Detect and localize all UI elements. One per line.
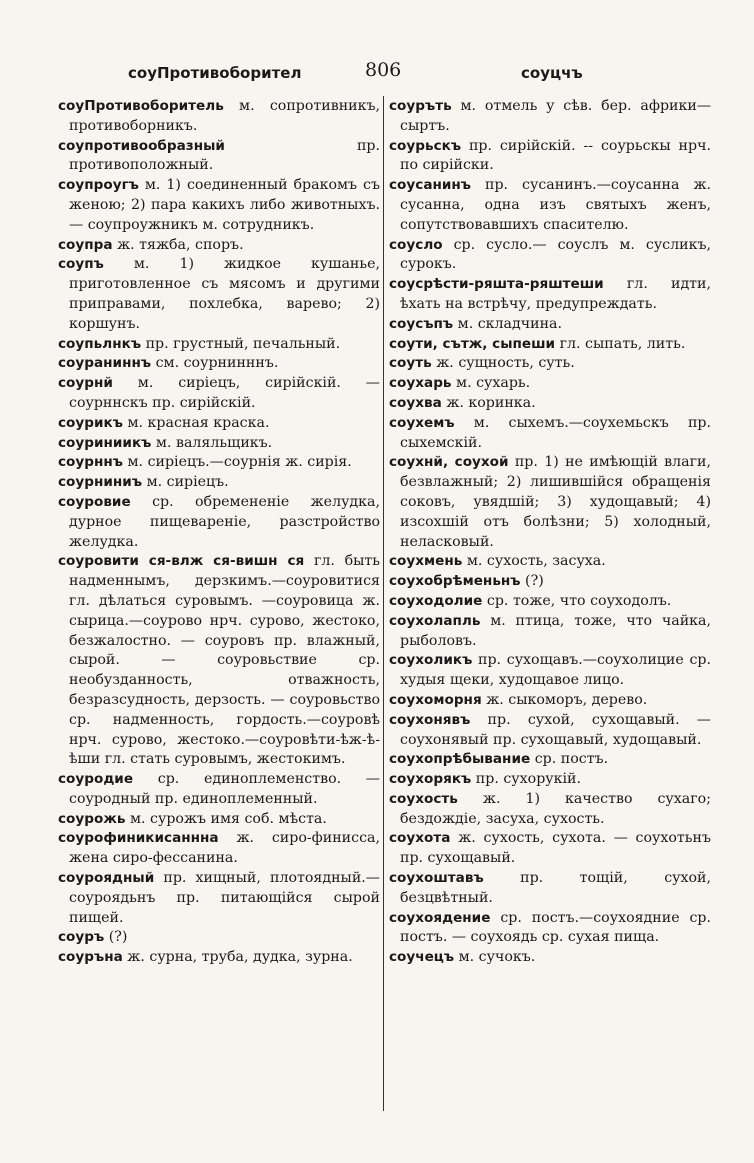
definition: м. сиріецъ, сирійскій. — соурннскъ пр. сирійскій. — [69, 375, 380, 411]
dictionary-entry — [58, 434, 380, 454]
definition: м. сучокъ. — [458, 949, 536, 966]
headword: соухорякъ — [389, 771, 472, 788]
definition: (?) — [525, 573, 544, 590]
definition: пр. сирійскій. -- соурьскы нрч. по сирійски. — [400, 137, 711, 174]
headword: соуровие — [58, 493, 131, 510]
dictionary-entry — [58, 552, 380, 770]
definition: ср. обремененіе желудка, дурное пищевареніе, разстройство желудка. — [69, 493, 380, 550]
definition: гл. сыпать, лить. — [559, 335, 686, 352]
dictionary-entry — [58, 236, 380, 256]
headword: соухва — [389, 394, 442, 411]
headword: соупроугъ — [58, 177, 139, 194]
dictionary-entry — [389, 275, 711, 315]
headword: соухость — [389, 790, 458, 807]
headword: соухнй, соухой — [389, 454, 509, 471]
dictionary-entry — [389, 790, 711, 830]
dictionary-entry — [389, 453, 711, 552]
dictionary-entry — [389, 750, 711, 770]
definition: м. 1) жидкое кушанье, приготовленное съ мясомъ и другими приправами, похлебка, варево; 2) коршунъ. — [69, 256, 381, 332]
definition: м. валяльщикъ. — [155, 434, 273, 451]
headword: соухоморня — [389, 691, 482, 708]
headword: соусанинъ — [389, 177, 472, 194]
dictionary-entry — [58, 354, 380, 374]
definition: м. сурожъ имя соб. мѣста. — [129, 810, 327, 827]
headword: соупьлнкъ — [58, 335, 142, 352]
headword: соухоштавъ — [389, 870, 484, 887]
running-head-left: соуПротивоборител — [128, 64, 302, 82]
dictionary-entry — [58, 829, 380, 869]
dictionary-entry — [58, 176, 380, 235]
headword: соупра — [58, 236, 113, 253]
headword: соурниниъ — [58, 474, 143, 491]
headword: соухмень — [389, 553, 463, 570]
definition: м. красная краска. — [127, 414, 270, 431]
dictionary-entry — [389, 612, 711, 652]
definition: м. складчина. — [457, 315, 562, 332]
definition: м. сухарь. — [456, 375, 531, 392]
headword: соуродие — [58, 771, 134, 788]
dictionary-entry — [58, 473, 380, 493]
definition: м. сопротивникъ, противоборникъ. — [69, 98, 381, 134]
dictionary-entry — [389, 829, 711, 869]
definition: пр. сухой, сухощавый. —соухонявый пр. сухощавый, худощавый. — [400, 711, 711, 748]
definition: ср. тоже, что соуходолъ. — [486, 592, 672, 609]
definition: м. отмель у сѣв. бер. африки—сыртъ. — [400, 98, 712, 134]
dictionary-entry — [58, 869, 380, 928]
definition: ж. сурна, труба, дудка, зурна. — [127, 949, 353, 966]
dictionary-entry — [58, 770, 380, 810]
headword: соухарь — [389, 375, 452, 392]
definition: ж. сухость, сухота. — соухотьнъ пр. сухощавый. — [400, 830, 711, 867]
dictionary-entry — [389, 909, 711, 949]
definition: пр. противоположный. — [69, 137, 380, 174]
headword: соухемъ — [389, 414, 455, 431]
dictionary-entry — [58, 335, 380, 355]
dictionary-entry — [58, 453, 380, 473]
left-column — [58, 97, 380, 968]
running-head-right: соуцчъ — [521, 64, 583, 82]
definition: пр. сусанинъ.—соусанна ж. сусанна, одна изъ святыхъ женъ, сопутствовавшихъ спасителю. — [400, 177, 712, 233]
headword: соуровити ся-влж ся-вишн ся — [58, 553, 305, 570]
definition: ср. сусло.— соуслъ м. сусликъ, сурокъ. — [400, 236, 712, 273]
headword: соупротивообразный — [58, 137, 225, 154]
definition: пр. грустный, печальный. — [145, 335, 341, 352]
dictionary-entry — [58, 255, 380, 334]
headword: соурьскъ — [389, 137, 462, 154]
dictionary-entry — [389, 869, 711, 909]
definition: (?) — [108, 929, 128, 946]
headword: соурикъ — [58, 414, 123, 431]
dictionary-entry — [58, 948, 380, 968]
headword: соуръть — [389, 98, 452, 114]
definition: м. сиріецъ.—соурнія ж. сирія. — [127, 454, 352, 471]
right-column — [389, 97, 711, 968]
definition: ж. коринка. — [446, 394, 536, 411]
headword: соуръна — [58, 949, 123, 966]
definition: пр. 1) не имѣющій влаги, безвлажный; 2) лишившійся обращенія соковъ, увядшій; 3) худощавый; 4) изсохшій отъ болѣзни; 5) холодный, неласковый. — [400, 454, 711, 550]
headword: соухолапль — [389, 612, 481, 629]
headword: соурофиникисаннна — [58, 830, 219, 847]
dictionary-entry — [389, 97, 711, 137]
headword: соупъ — [58, 256, 104, 273]
dictionary-entry — [389, 711, 711, 751]
headword: соухота — [389, 830, 451, 847]
headword: соухобрѣменьнъ — [389, 573, 521, 590]
definition: пр. хищный, плотоядный.—соуроядьнъ пр. питающійся сырой пищей. — [69, 870, 380, 926]
dictionary-entry — [389, 394, 711, 414]
definition: м. сиріецъ. — [146, 474, 229, 491]
page-header — [0, 58, 754, 88]
dictionary-entry — [389, 414, 711, 454]
definition: гл. быть надменнымъ, дерзкимъ.—соуровитися гл. дѣлаться суровымъ. —соуровица ж. сырица.—соурово нрч. сурово, жестоко, безжалостно. — соуровъ пр. влажный, сырой. — соуровьствие ср. необузданность, отважность, безразсудность, дерзость. — соуровьство ср. надменность, гордость.—соуровѣ нрч. сурово, жестоко.—соуровѣти-ѣж-ѣ-ѣши гл. стать суровымъ, жестокимъ. — [69, 553, 380, 768]
definition: ж. сиро-финисса, жена сиро-фессанина. — [69, 830, 380, 867]
dictionary-entry — [58, 493, 380, 552]
definition: пр. сухощавъ.—соухолицие ср. худыя щеки, худощавое лицо. — [400, 652, 711, 689]
dictionary-entry — [389, 236, 711, 276]
headword: соухоликъ — [389, 652, 473, 669]
dictionary-entry — [389, 770, 711, 790]
definition: пр. тощій, сухой, безцвѣтный. — [400, 870, 711, 906]
dictionary-entry — [389, 552, 711, 572]
page-number: 806 — [365, 59, 402, 81]
headword: соусъпъ — [389, 315, 454, 332]
dictionary-entry — [58, 137, 380, 177]
headword: соурнй — [58, 375, 113, 392]
dictionary-entry — [389, 691, 711, 711]
definition: гл. идти, ѣхать на встрѣчу, предупреждать. — [400, 276, 711, 312]
dictionary-entry — [58, 97, 380, 137]
headword: соурннъ — [58, 454, 123, 471]
dictionary-entry — [389, 335, 711, 355]
definition: м. птица, тоже, что чайка, рыболовъ. — [400, 612, 711, 649]
dictionary-entry — [58, 414, 380, 434]
definition: ср. единоплеменство. — соуродный пр. единоплеменный. — [69, 771, 380, 807]
dictionary-entry — [389, 354, 711, 374]
definition: см. соурнинннъ. — [155, 355, 279, 372]
headword: соусрѣсти-ряшта-ряштеши — [389, 276, 604, 293]
headword: соуроядный — [58, 870, 155, 887]
headword: соухонявъ — [389, 711, 471, 728]
headword: соучецъ — [389, 949, 455, 966]
headword: соуПротивоборитель — [58, 98, 224, 114]
dictionary-entry — [389, 315, 711, 335]
definition: пр. сухорукій. — [475, 771, 581, 788]
column-divider — [383, 96, 384, 1111]
headword: соухопрѣбывание — [389, 751, 531, 768]
headword: соуриниикъ — [58, 434, 152, 451]
headword: соураниннъ — [58, 355, 152, 372]
definition: м. 1) соединенный бракомъ съ женою; 2) пара какихъ либо животныхъ. — соупроужникъ м. сотрудникъ. — [69, 177, 380, 233]
dictionary-entry — [389, 176, 711, 235]
dictionary-entry — [389, 948, 711, 968]
dictionary-entry — [389, 137, 711, 177]
headword: соуть — [389, 355, 432, 372]
definition: ж. 1) качество сухаго; бездождіе, засуха, сухость. — [400, 790, 711, 827]
dictionary-entry — [58, 810, 380, 830]
headword: соути, сътж, сыпеши — [389, 335, 556, 352]
dictionary-entry — [389, 651, 711, 691]
definition: м. сухость, засуха. — [466, 553, 606, 570]
headword: соусло — [389, 236, 443, 253]
headword: соуходолие — [389, 592, 483, 609]
dictionary-entry — [389, 592, 711, 612]
dictionary-entry — [389, 374, 711, 394]
headword: соухоядение — [389, 909, 491, 926]
definition: ж. сыкоморъ, дерево. — [486, 691, 648, 708]
definition: ср. постъ. — [534, 751, 609, 768]
dictionary-entry — [58, 928, 380, 948]
dictionary-entry — [58, 374, 380, 414]
definition: ж. тяжба, споръ. — [117, 236, 244, 253]
headword: соурожь — [58, 810, 126, 827]
dictionary-entry — [389, 572, 711, 592]
headword: соуръ — [58, 929, 105, 946]
definition: ж. сущность, суть. — [436, 355, 575, 372]
definition: м. сыхемъ.—соухемьскъ пр. сыхемскій. — [400, 414, 711, 451]
definition: ср. постъ.—соухоядние ср. постъ. — соухоядь ср. сухая пища. — [400, 909, 712, 946]
